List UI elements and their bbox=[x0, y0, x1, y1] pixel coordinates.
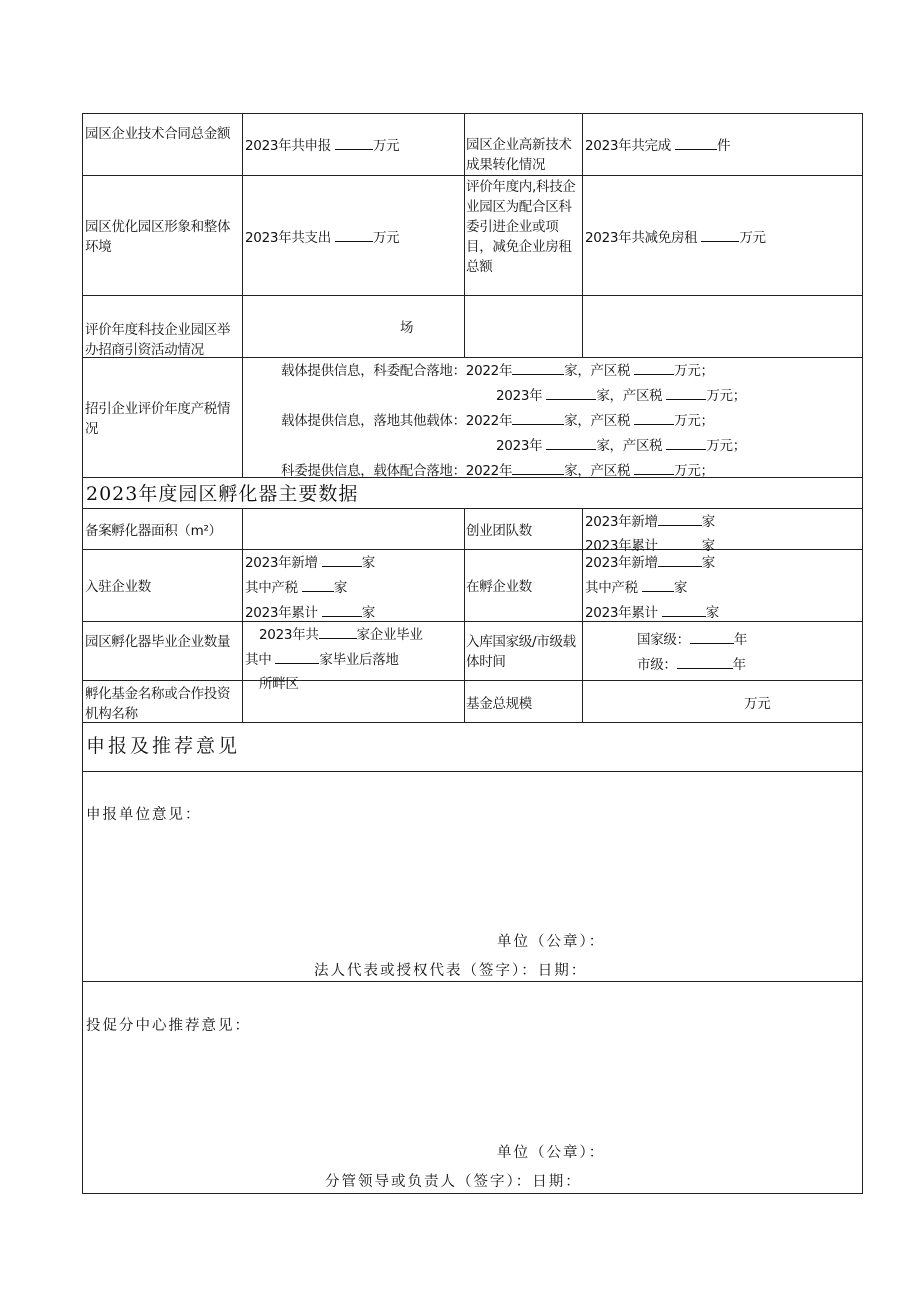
applicant-stamp-label: 单位（公章）： bbox=[497, 934, 606, 950]
grid-line bbox=[82, 1193, 862, 1194]
blank-field[interactable] bbox=[335, 137, 373, 150]
section-title-opinions: 申报及推荐意见 bbox=[86, 735, 241, 757]
park-image-value: 2023年共支出 万元 bbox=[245, 230, 400, 246]
blank-field[interactable] bbox=[512, 462, 564, 475]
blank-field[interactable] bbox=[546, 387, 596, 400]
tax-line-1: 载体提供信息，科委配合落地：2022年 家，产区税 万元； bbox=[281, 363, 714, 379]
blank-field[interactable] bbox=[322, 604, 362, 617]
blank-field[interactable] bbox=[322, 554, 362, 567]
grid-line bbox=[582, 113, 583, 357]
blank-field[interactable] bbox=[662, 604, 706, 617]
blank-field[interactable] bbox=[335, 229, 373, 242]
incubating-new: 2023年新增 家 bbox=[585, 555, 715, 571]
park-image-label: 园区优化园区形象和整体环境 bbox=[85, 219, 231, 255]
graduated-count-cell bbox=[243, 622, 464, 692]
tech-transfer-value: 2023年共完成 件 bbox=[585, 138, 731, 154]
rent-reduction-label: 评价年度内,科技企业园区为配合区科委引进企业或项目，减免企业房租总额 bbox=[466, 179, 576, 275]
graduated-count-label: 园区孵化器毕业企业数量 bbox=[85, 634, 231, 650]
blank-field[interactable] bbox=[690, 631, 734, 644]
center-signature-label: 分管领导或负责人（签字）：日期： bbox=[325, 1174, 582, 1190]
incubating-tax: 其中产税 家 bbox=[585, 580, 688, 596]
center-stamp-label: 单位（公章）： bbox=[497, 1145, 606, 1161]
library-city: 市级： 年 bbox=[637, 657, 746, 673]
blank-field[interactable] bbox=[302, 579, 334, 592]
investment-activity-label: 评价年度科技企业园区举办招商引资活动情况 bbox=[85, 322, 231, 358]
blank-field[interactable] bbox=[319, 626, 357, 639]
settled-count-label: 入驻企业数 bbox=[85, 579, 151, 595]
section-title-incubator: 2023年度园区孵化器主要数据 bbox=[86, 483, 359, 505]
grid-line bbox=[464, 113, 465, 357]
blank-field[interactable] bbox=[658, 537, 702, 550]
blank-field[interactable] bbox=[675, 137, 717, 150]
blank-field[interactable] bbox=[634, 462, 674, 475]
grid-line bbox=[862, 113, 863, 1194]
grid-line bbox=[464, 508, 465, 722]
applicant-signature-label: 法人代表或授权代表（签字）：日期： bbox=[314, 963, 588, 979]
tech-contract-label: 园区企业技术合同总金额 bbox=[85, 126, 231, 142]
grid-line bbox=[82, 113, 862, 114]
team-total: 2023年累计 家 bbox=[585, 538, 715, 554]
blank-field[interactable] bbox=[701, 229, 739, 242]
library-time-label: 入库国家级/市级载体时间 bbox=[466, 634, 576, 670]
library-national: 国家级： 年 bbox=[637, 632, 748, 648]
graduated-line-2: 其中 家毕业后落地 bbox=[245, 652, 399, 668]
blank-field[interactable] bbox=[634, 362, 674, 375]
grid-line bbox=[82, 113, 83, 1194]
blank-field[interactable] bbox=[658, 554, 702, 567]
grid-line bbox=[82, 981, 862, 982]
team-count-label: 创业团队数 bbox=[466, 523, 532, 539]
blank-field[interactable] bbox=[658, 513, 702, 526]
grid-line bbox=[82, 680, 862, 681]
blank-field[interactable] bbox=[634, 412, 674, 425]
settled-tax: 其中产税 家 bbox=[245, 580, 348, 596]
tax-situation-label: 招引企业评价年度产税情况 bbox=[85, 401, 231, 437]
grid-line bbox=[82, 175, 862, 176]
blank-field[interactable] bbox=[677, 656, 733, 669]
graduated-line-1: 2023年共 家企业毕业 bbox=[259, 627, 423, 643]
tax-line-3: 载体提供信息，落地其他载体：2022年 家，产区税 万元； bbox=[281, 413, 714, 429]
grid-line bbox=[82, 295, 862, 296]
tax-line-4: 2023年 家，产区税 万元； bbox=[496, 438, 746, 454]
grid-line bbox=[82, 621, 862, 622]
tax-line-2: 2023年 家，产区税 万元； bbox=[496, 388, 746, 404]
graduated-line-3: 所畔区 bbox=[259, 676, 299, 692]
tax-line-5: 科委提供信息，载体配合落地：2022年 家，产区税 万元； bbox=[281, 463, 714, 479]
tax-situation-cell bbox=[243, 358, 861, 479]
blank-field[interactable] bbox=[666, 437, 706, 450]
blank-field[interactable] bbox=[512, 412, 564, 425]
blank-field[interactable] bbox=[642, 579, 674, 592]
center-opinion-label: 投促分中心推荐意见： bbox=[86, 1018, 251, 1034]
settled-new: 2023年新增 家 bbox=[245, 555, 375, 571]
grid-line bbox=[82, 771, 862, 772]
rent-reduction-value: 2023年共减免房租 万元 bbox=[585, 230, 766, 246]
settled-total: 2023年累计 家 bbox=[245, 605, 375, 621]
fund-name-label: 孵化基金名称或合作投资机构名称 bbox=[85, 686, 231, 722]
blank-field[interactable] bbox=[666, 387, 706, 400]
blank-field[interactable] bbox=[512, 362, 564, 375]
incubating-total: 2023年累计 家 bbox=[585, 605, 719, 621]
applicant-opinion-label: 申报单位意见： bbox=[86, 807, 202, 823]
incubator-area-label: 备案孵化器面积（m²） bbox=[85, 523, 222, 539]
blank-field[interactable] bbox=[275, 651, 319, 664]
tech-contract-value: 2023年共申报 万元 bbox=[245, 138, 400, 154]
tech-transfer-label: 园区企业高新技术成果转化情况 bbox=[466, 137, 572, 173]
team-count-cell bbox=[583, 509, 861, 554]
investment-activity-value: 场 bbox=[400, 320, 414, 336]
blank-field[interactable] bbox=[546, 437, 596, 450]
incubating-count-label: 在孵企业数 bbox=[466, 579, 532, 595]
fund-total-label: 基金总规模 bbox=[466, 696, 532, 712]
fund-total-unit: 万元 bbox=[744, 696, 771, 712]
team-new: 2023年新增 家 bbox=[585, 514, 715, 530]
grid-line bbox=[82, 549, 862, 550]
grid-line bbox=[242, 113, 243, 357]
